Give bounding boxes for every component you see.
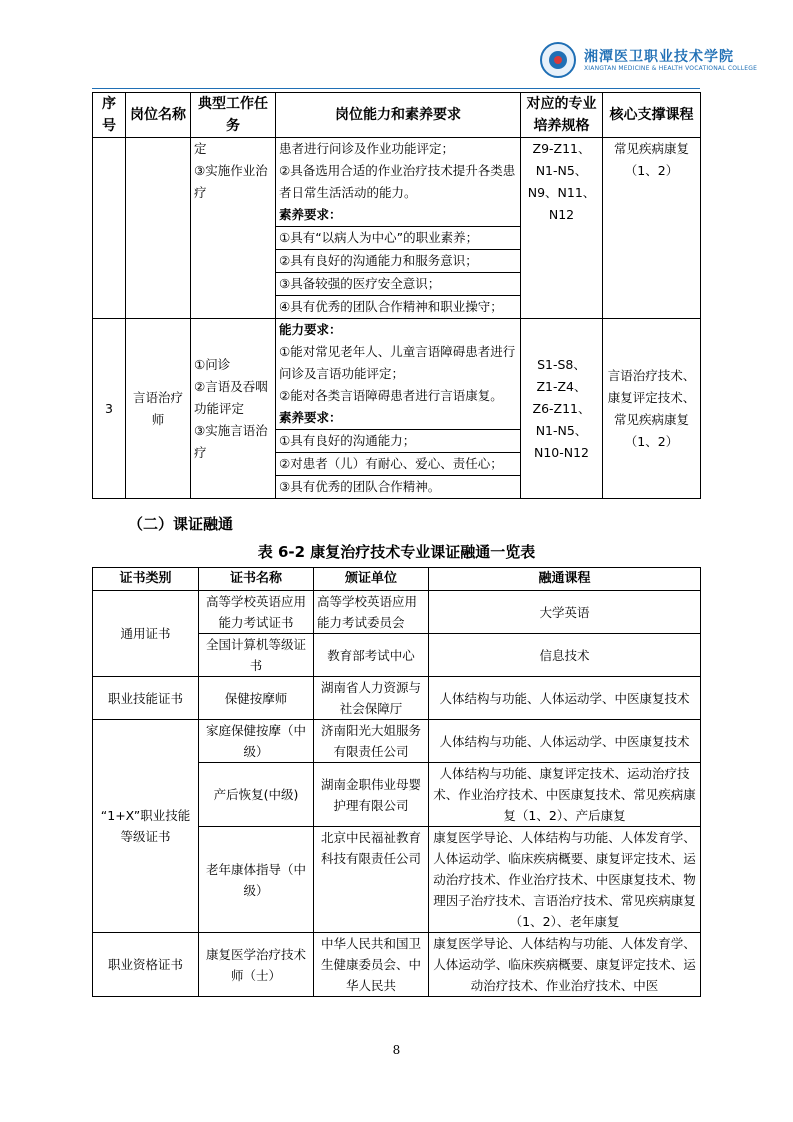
courses-cell: 常见疾病康复（1、2） xyxy=(603,138,701,319)
requirements-cell xyxy=(276,319,521,499)
quality-line: ④具有优秀的团队合作精神和职业操守； xyxy=(279,299,503,314)
courses-cell: 信息技术 xyxy=(429,634,701,677)
category-cell: “1+X”职业技能等级证书 xyxy=(93,720,199,933)
issuer-cell: 湖南省人力资源与社会保障厅 xyxy=(314,677,429,720)
ability-block xyxy=(276,319,520,430)
table-header-row xyxy=(93,93,701,138)
ability-line: ②能对各类言语障碍患者进行言语康复。 xyxy=(279,388,503,403)
req-line: ②具备选用合适的作业治疗技术提升各类患者日常生活活动的能力。 xyxy=(279,163,516,200)
table-row xyxy=(93,319,701,499)
issuer-cell: 济南阳光大姐服务有限责任公司 xyxy=(314,720,429,763)
category-cell: 通用证书 xyxy=(93,591,199,677)
school-emblem-icon xyxy=(540,42,576,78)
spec-cell: Z9-Z11、N1-N5、N9、N11、N12 xyxy=(521,138,603,319)
category-cell: 职业资格证书 xyxy=(93,933,199,997)
requirements-cell xyxy=(276,138,521,319)
quality-title: 素养要求： xyxy=(279,410,342,425)
category-cell: 职业技能证书 xyxy=(93,677,199,720)
quality-line: ③具有优秀的团队合作精神。 xyxy=(279,479,441,494)
table-row xyxy=(93,933,701,997)
issuer-cell: 中华人民共和国卫生健康委员会、中华人民共 xyxy=(314,933,429,997)
col-header-spec: 对应的专业培养规格 xyxy=(521,93,603,138)
tasks-cell xyxy=(191,319,276,499)
task-line: ②言语及吞咽功能评定 xyxy=(194,378,268,416)
col-header-courses: 融通课程 xyxy=(429,568,701,591)
courses-cell: 人体结构与功能、人体运动学、中医康复技术 xyxy=(429,720,701,763)
post-ability-table xyxy=(92,92,701,499)
table-header-row xyxy=(93,568,701,591)
issuer-cell: 高等学校英语应用能力考试委员会 xyxy=(314,591,429,634)
cert-name-cell: 高等学校英语应用能力考试证书 xyxy=(199,591,314,634)
spec-line: S1-S8、 xyxy=(537,356,586,372)
issuer-cell: 教育部考试中心 xyxy=(314,634,429,677)
table-caption: 表 6-2 康复治疗技术专业课证融通一览表 xyxy=(257,543,536,561)
col-header-no: 序号 xyxy=(93,93,126,138)
col-header-post: 岗位名称 xyxy=(126,93,191,138)
table-row xyxy=(93,138,701,319)
no-cell xyxy=(93,138,126,319)
ability-title: 能力要求： xyxy=(279,322,342,337)
task-line: ①问诊 xyxy=(194,356,231,372)
courses-cell: 人体结构与功能、康复评定技术、运动治疗技术、作业治疗技术、中医康复技术、常见疾病康复（1、2）、产后康复 xyxy=(429,763,701,827)
courses-cell: 大学英语 xyxy=(429,591,701,634)
req-line: 患者进行问诊及作业功能评定； xyxy=(279,141,455,156)
section-title: （二）课证融通 xyxy=(128,515,234,533)
certificate-table xyxy=(92,567,701,997)
cert-name-cell: 康复医学治疗技术师（士） xyxy=(199,933,314,997)
issuer-cell: 湖南金职伟业母婴护理有限公司 xyxy=(314,763,429,827)
task-line: 定 xyxy=(194,141,207,156)
cert-name-cell: 老年康体指导（中级） xyxy=(199,827,314,933)
header-divider xyxy=(92,88,700,89)
table-row xyxy=(93,720,701,763)
courses-cell: 言语治疗技术、康复评定技术、常见疾病康复（1、2） xyxy=(603,319,701,499)
cert-name-cell: 全国计算机等级证书 xyxy=(199,634,314,677)
courses-cell: 康复医学导论、人体结构与功能、人体发育学、人体运动学、临床疾病概要、康复评定技术、运动治疗技术、作业治疗技术、中医 xyxy=(429,933,701,997)
col-header-cert-name: 证书名称 xyxy=(199,568,314,591)
spec-line: N10-N12 xyxy=(533,444,590,460)
ability-line: ①能对常见老年人、儿童言语障碍患者进行问诊及言语功能评定； xyxy=(279,344,516,381)
req-block xyxy=(276,138,520,227)
courses-cell: 人体结构与功能、人体运动学、中医康复技术 xyxy=(429,677,701,720)
col-header-issuer: 颁证单位 xyxy=(314,568,429,591)
quality-line: ③具备较强的医疗安全意识； xyxy=(276,273,520,296)
spec-line: N1-N5、 xyxy=(535,422,588,438)
post-cell: 言语治疗师 xyxy=(126,319,191,499)
spec-line: Z1-Z4、 xyxy=(536,378,587,394)
quality-line: ②具有良好的沟通能力和服务意识； xyxy=(276,250,520,273)
school-name-cn: 湘潭医卫职业技术学院 xyxy=(584,49,734,65)
col-header-requirements: 岗位能力和素养要求 xyxy=(276,93,521,138)
issuer-cell: 北京中民福祉教育科技有限责任公司 xyxy=(314,827,429,933)
table-row xyxy=(93,677,701,720)
table-row xyxy=(93,591,701,634)
col-header-tasks: 典型工作任务 xyxy=(191,93,276,138)
col-header-category: 证书类别 xyxy=(93,568,199,591)
spec-cell xyxy=(521,319,603,499)
spec-line: Z6-Z11、 xyxy=(532,400,591,416)
tasks-cell xyxy=(191,138,276,319)
school-name-en: XIANGTAN MEDICINE & HEALTH VOCATIONAL COLLEGE xyxy=(584,65,758,72)
task-line: ③实施作业治疗 xyxy=(194,163,268,200)
cert-name-cell: 家庭保健按摩（中级） xyxy=(199,720,314,763)
quality-title: 素养要求： xyxy=(279,207,342,222)
col-header-courses: 核心支撑课程 xyxy=(603,93,701,138)
task-line: ③实施言语治疗 xyxy=(194,422,268,460)
quality-line: ①具有“以病人为中心”的职业素养； xyxy=(276,227,520,250)
post-cell xyxy=(126,138,191,319)
quality-line: ①具有良好的沟通能力； xyxy=(276,430,520,453)
school-logo xyxy=(540,42,758,80)
quality-line: ②对患者（儿）有耐心、爱心、责任心； xyxy=(276,453,520,476)
page-number: 8 xyxy=(392,1043,401,1057)
cert-name-cell: 保健按摩师 xyxy=(199,677,314,720)
no-cell: 3 xyxy=(93,319,126,499)
courses-cell: 康复医学导论、人体结构与功能、人体发育学、人体运动学、临床疾病概要、康复评定技术、运动治疗技术、作业治疗技术、中医康复技术、物理因子治疗技术、言语治疗技术、常见疾病康复（1、2）、老年康复 xyxy=(429,827,701,933)
cert-name-cell: 产后恢复(中级) xyxy=(199,763,314,827)
